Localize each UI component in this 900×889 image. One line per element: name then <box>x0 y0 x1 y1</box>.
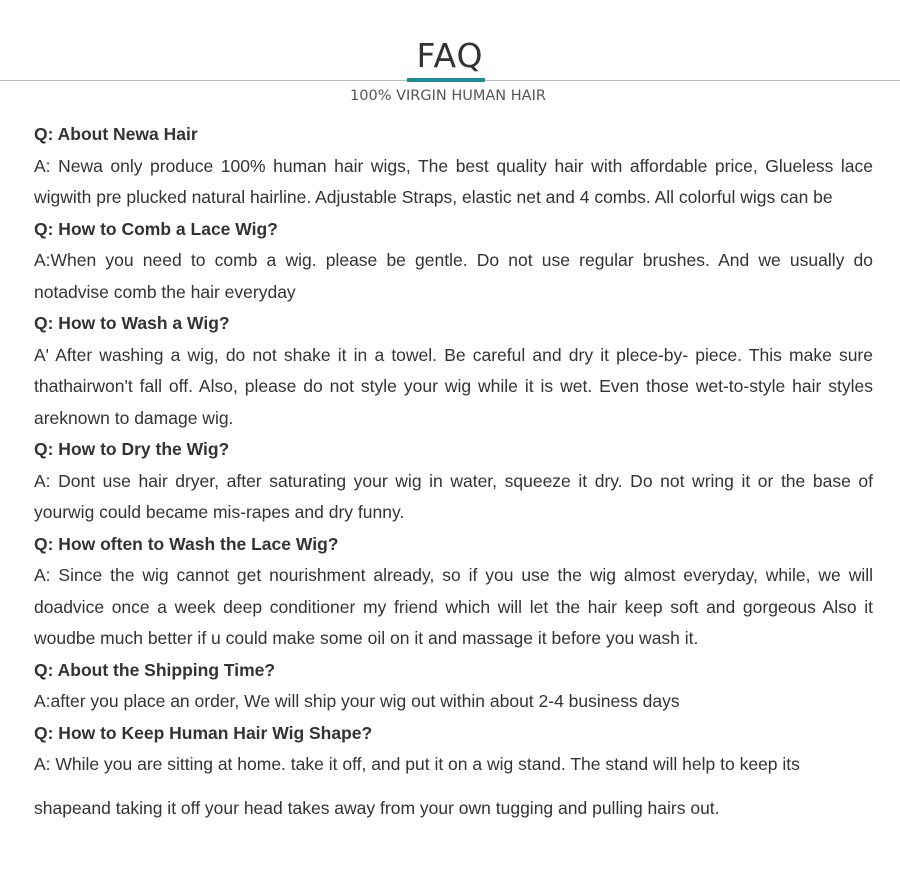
faq-question: Q: About Newa Hair <box>34 124 198 144</box>
faq-item-dry-wig <box>34 434 873 529</box>
faq-item-shipping-time <box>34 655 873 718</box>
faq-answer: A' After washing a wig, do not shake it in a towel. Be careful and dry it plece-by- piece. This make sure thathairwon't fall off. Also, please do not style your wig while it is wet. Even those wet-to-style hair styles areknown to damage wig. <box>34 344 873 428</box>
faq-item-about-newa-hair <box>34 119 873 214</box>
faq-answer: A: Newa only produce 100% human hair wigs, The best quality hair with affordable price, Glueless lace wigwith pre plucked natural hairline. Adjustable Straps, elastic net and 4 combs. All colorful wigs can be <box>34 155 873 207</box>
faq-list <box>34 119 873 824</box>
faq-item-keep-shape <box>34 718 873 825</box>
faq-question: Q: How often to Wash the Lace Wig? <box>34 533 339 554</box>
faq-item-wash-frequency <box>34 529 873 655</box>
faq-item-comb-lace-wig <box>34 214 873 309</box>
faq-item-wash-wig <box>34 308 873 434</box>
page-subtitle: 100% VIRGIN HUMAN HAIR <box>350 88 546 104</box>
faq-answer: A: Dont use hair dryer, after saturating your wig in water, squeeze it dry. Do not wring it or the base of yourwig could became mis-rapes and dry funny. <box>34 470 873 522</box>
faq-question: Q: How to Keep Human Hair Wig Shape? <box>34 722 373 743</box>
faq-answer-continuation: shapeand taking it off your head takes away from your own tugging and pulling hairs out. <box>34 797 720 818</box>
faq-question: Q: How to Wash a Wig? <box>34 313 230 333</box>
faq-question: Q: How to Dry the Wig? <box>34 439 230 459</box>
faq-answer: A: Since the wig cannot get nourishment already, so if you use the wig almost everyday, while, we will doadvice once a week deep conditioner my friend which will let the hair keep soft and gorgeous Also it woudbe much better if u could make some oil on it and massage it before you wash it. <box>34 565 873 648</box>
page-title: FAQ <box>416 36 484 75</box>
title-accent-bar <box>407 78 485 82</box>
faq-answer: A:When you need to comb a wig. please be gentle. Do not use regular brushes. And we usually do notadvise comb the hair everyday <box>34 250 873 302</box>
faq-answer: A:after you place an order, We will ship your wig out within about 2-4 business days <box>34 691 680 711</box>
faq-question: Q: About the Shipping Time? <box>34 659 276 680</box>
faq-answer: A: While you are sitting at home. take it off, and put it on a wig stand. The stand will help to keep its <box>34 754 800 774</box>
faq-question: Q: How to Comb a Lace Wig? <box>34 218 278 239</box>
page-header <box>0 0 900 110</box>
